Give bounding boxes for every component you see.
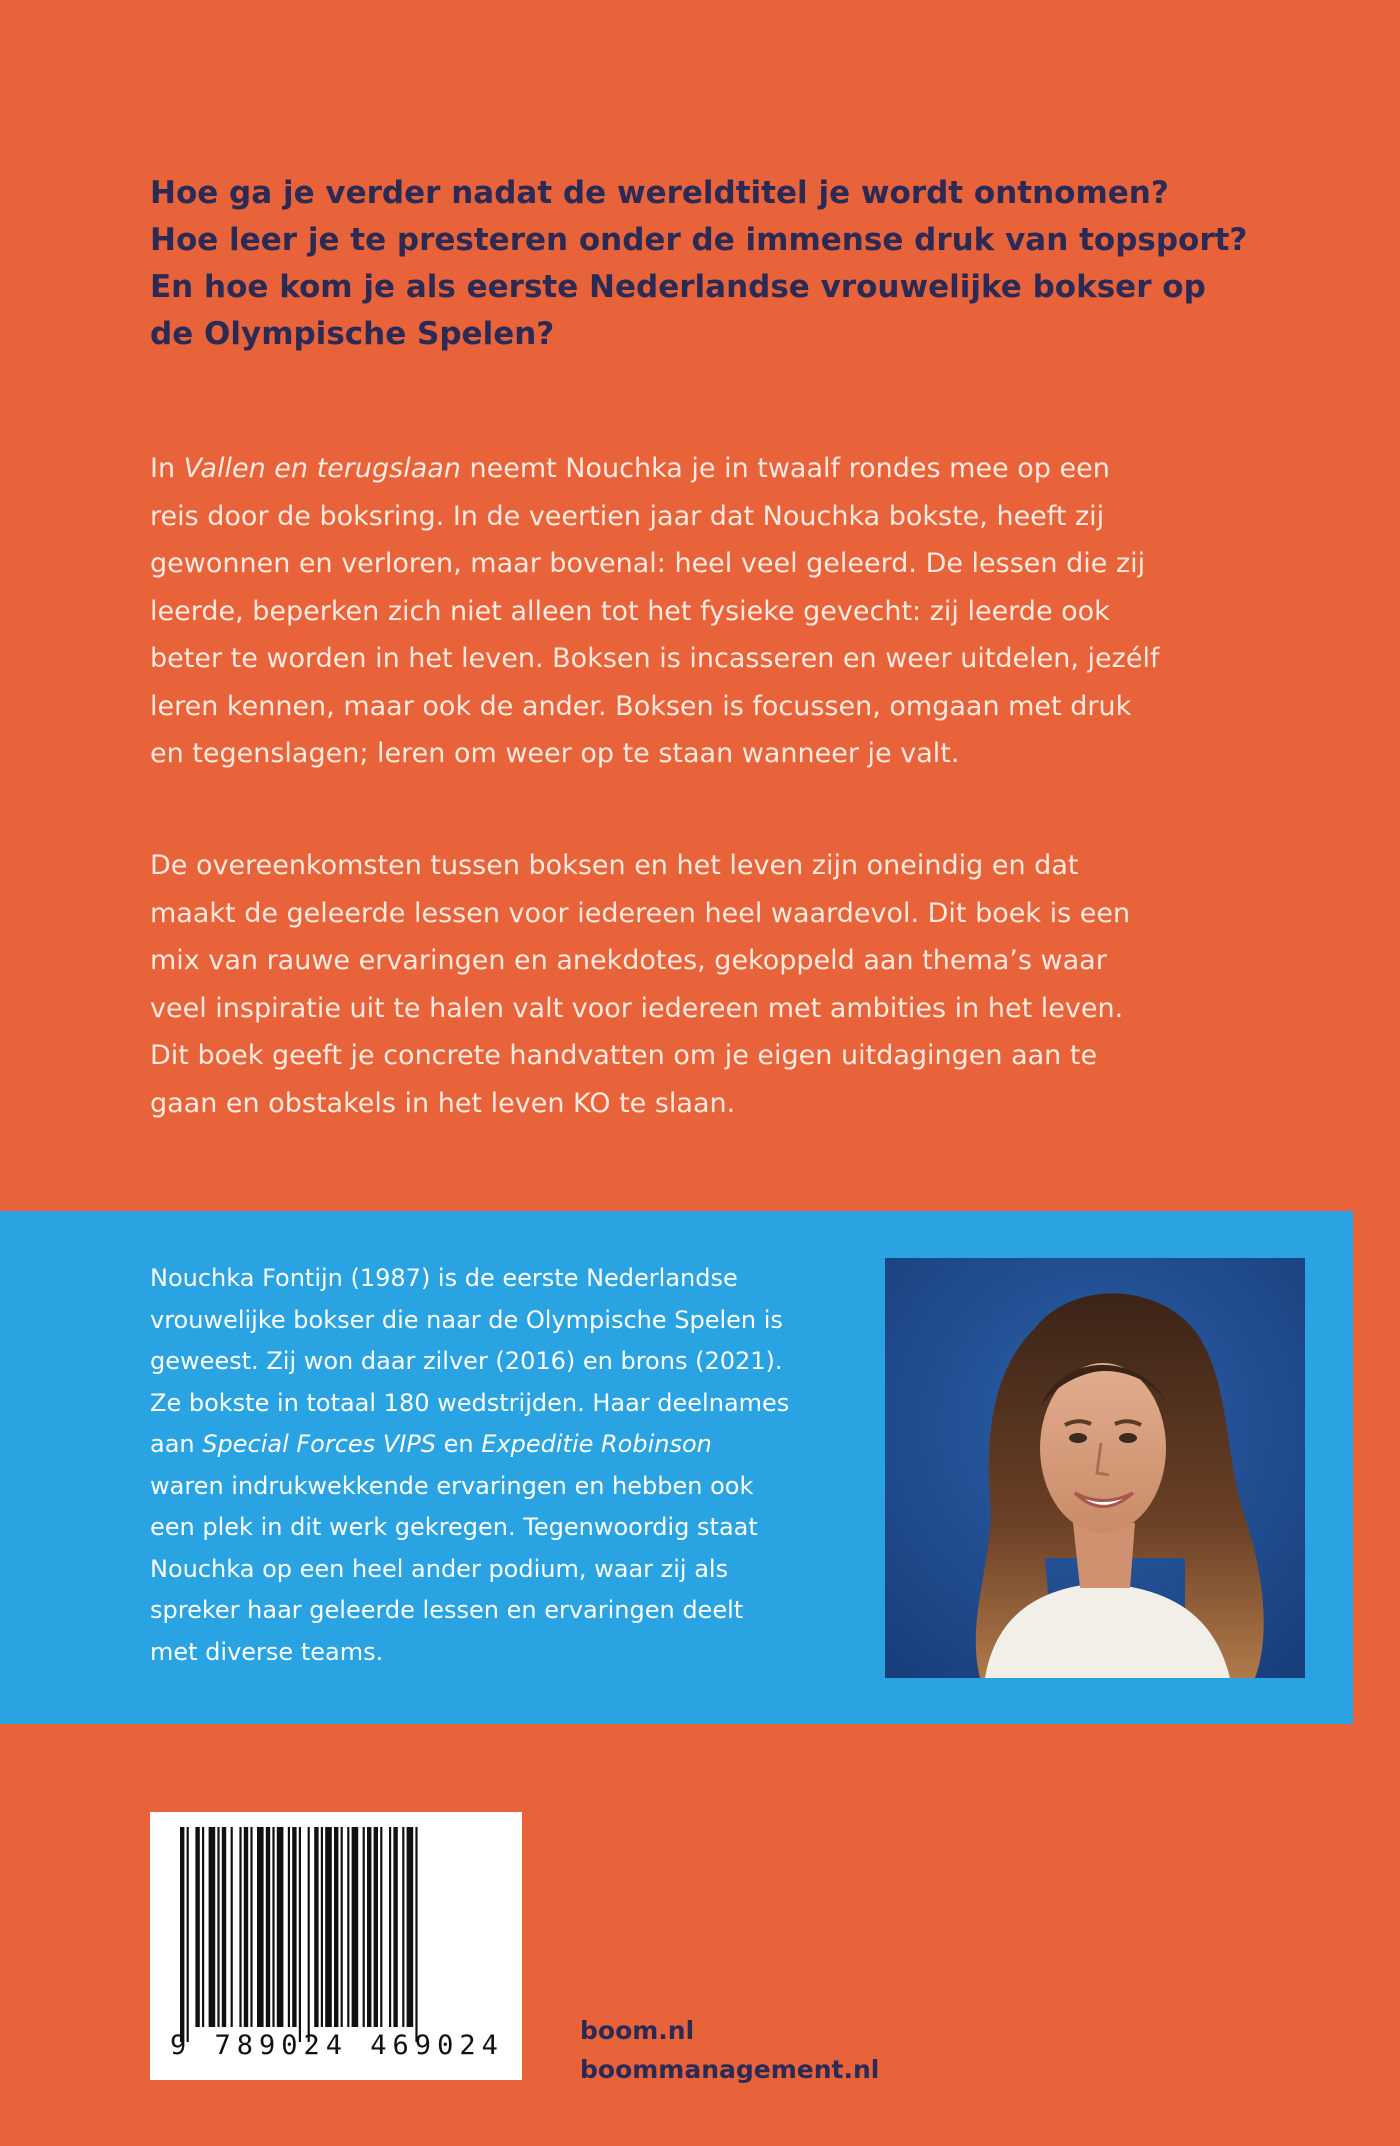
bio-line: spreker haar geleerde lessen en ervaringen deelt: [150, 1596, 744, 1624]
author-bio: [150, 1258, 850, 1673]
intro-questions: [150, 170, 1300, 358]
paragraph-line: mix van rauwe ervaringen en anekdotes, gekoppeld aan thema’s waar: [150, 945, 1107, 976]
description-paragraph-1: [150, 445, 1250, 778]
author-photo: [885, 1258, 1305, 1678]
text-segment: en: [436, 1430, 482, 1458]
bio-line: geweest. Zij won daar zilver (2016) en brons (2021).: [150, 1347, 783, 1375]
paragraph-line: reis door de boksring. In de veertien jaar dat Nouchka bokste, heeft zij: [150, 500, 1105, 532]
bio-line: Ze bokste in totaal 180 wedstrijden. Haar deelnames: [150, 1388, 790, 1417]
text-segment: neemt Nouchka je in twaalf rondes mee op een: [460, 453, 1110, 484]
bio-line: waren indrukwekkende ervaringen en hebben ook: [150, 1471, 754, 1500]
text-segment: In: [150, 453, 184, 484]
paragraph-line: veel inspiratie uit te halen valt voor iedereen met ambities in het leven.: [150, 992, 1124, 1024]
paragraph-line: gaan en obstakels in het leven KO te slaan.: [150, 1087, 736, 1119]
publisher-website-link[interactable]: boommanagement.nl: [580, 2055, 880, 2084]
question-line: de Olympische Spelen?: [150, 316, 555, 352]
bio-line: Nouchka op een heel ander podium, waar zij als: [150, 1554, 729, 1583]
question-line: Hoe ga je verder nadat de wereldtitel je wordt ontnomen?: [150, 175, 1169, 211]
question-line: Hoe leer je te presteren onder de immense druk van topsport?: [150, 222, 1248, 258]
paragraph-line: beter te worden in het leven. Boksen is incasseren en weer uitdelen, jezélf: [150, 643, 1160, 674]
bio-line: Nouchka Fontijn (1987) is de eerste Nederlandse: [150, 1264, 738, 1292]
paragraph-line: Dit boek geeft je concrete handvatten om je eigen uitdagingen aan te: [150, 1040, 1098, 1071]
paragraph-line: leerde, beperken zich niet alleen tot het fysieke gevecht: zij leerde ook: [150, 595, 1110, 627]
bio-line: vrouwelijke bokser die naar de Olympische Spelen is: [150, 1305, 783, 1334]
paragraph-line: [150, 445, 1250, 493]
isbn-digits: 9 789024 469024: [170, 2030, 504, 2061]
paragraph-line: gewonnen en verloren, maar bovenal: heel veel geleerd. De lessen die zij: [150, 548, 1146, 579]
book-title: Vallen en terugslaan: [183, 453, 461, 484]
text-segment: aan: [150, 1430, 203, 1458]
bio-line: met diverse teams.: [150, 1637, 384, 1666]
tv-show-title: Expeditie Robinson: [481, 1430, 712, 1458]
description-paragraph-2: [150, 842, 1250, 1127]
paragraph-line: maakt de geleerde lessen voor iedereen heel waardevol. Dit boek is een: [150, 897, 1131, 929]
paragraph-line: leren kennen, maar ook de ander. Boksen is focussen, omgaan met druk: [150, 690, 1132, 722]
paragraph-line: en tegenslagen; leren om weer op te staan wanneer je valt.: [150, 738, 960, 769]
bio-line: [150, 1424, 850, 1466]
tv-show-title: Special Forces VIPS: [202, 1430, 437, 1458]
question-line: En hoe kom je als eerste Nederlandse vrouwelijke bokser op: [150, 269, 1206, 305]
paragraph-line: De overeenkomsten tussen boksen en het leven zijn oneindig en dat: [150, 850, 1079, 881]
bio-line: een plek in dit werk gekregen. Tegenwoordig staat: [150, 1513, 758, 1541]
publisher-website-link[interactable]: boom.nl: [580, 2016, 695, 2045]
